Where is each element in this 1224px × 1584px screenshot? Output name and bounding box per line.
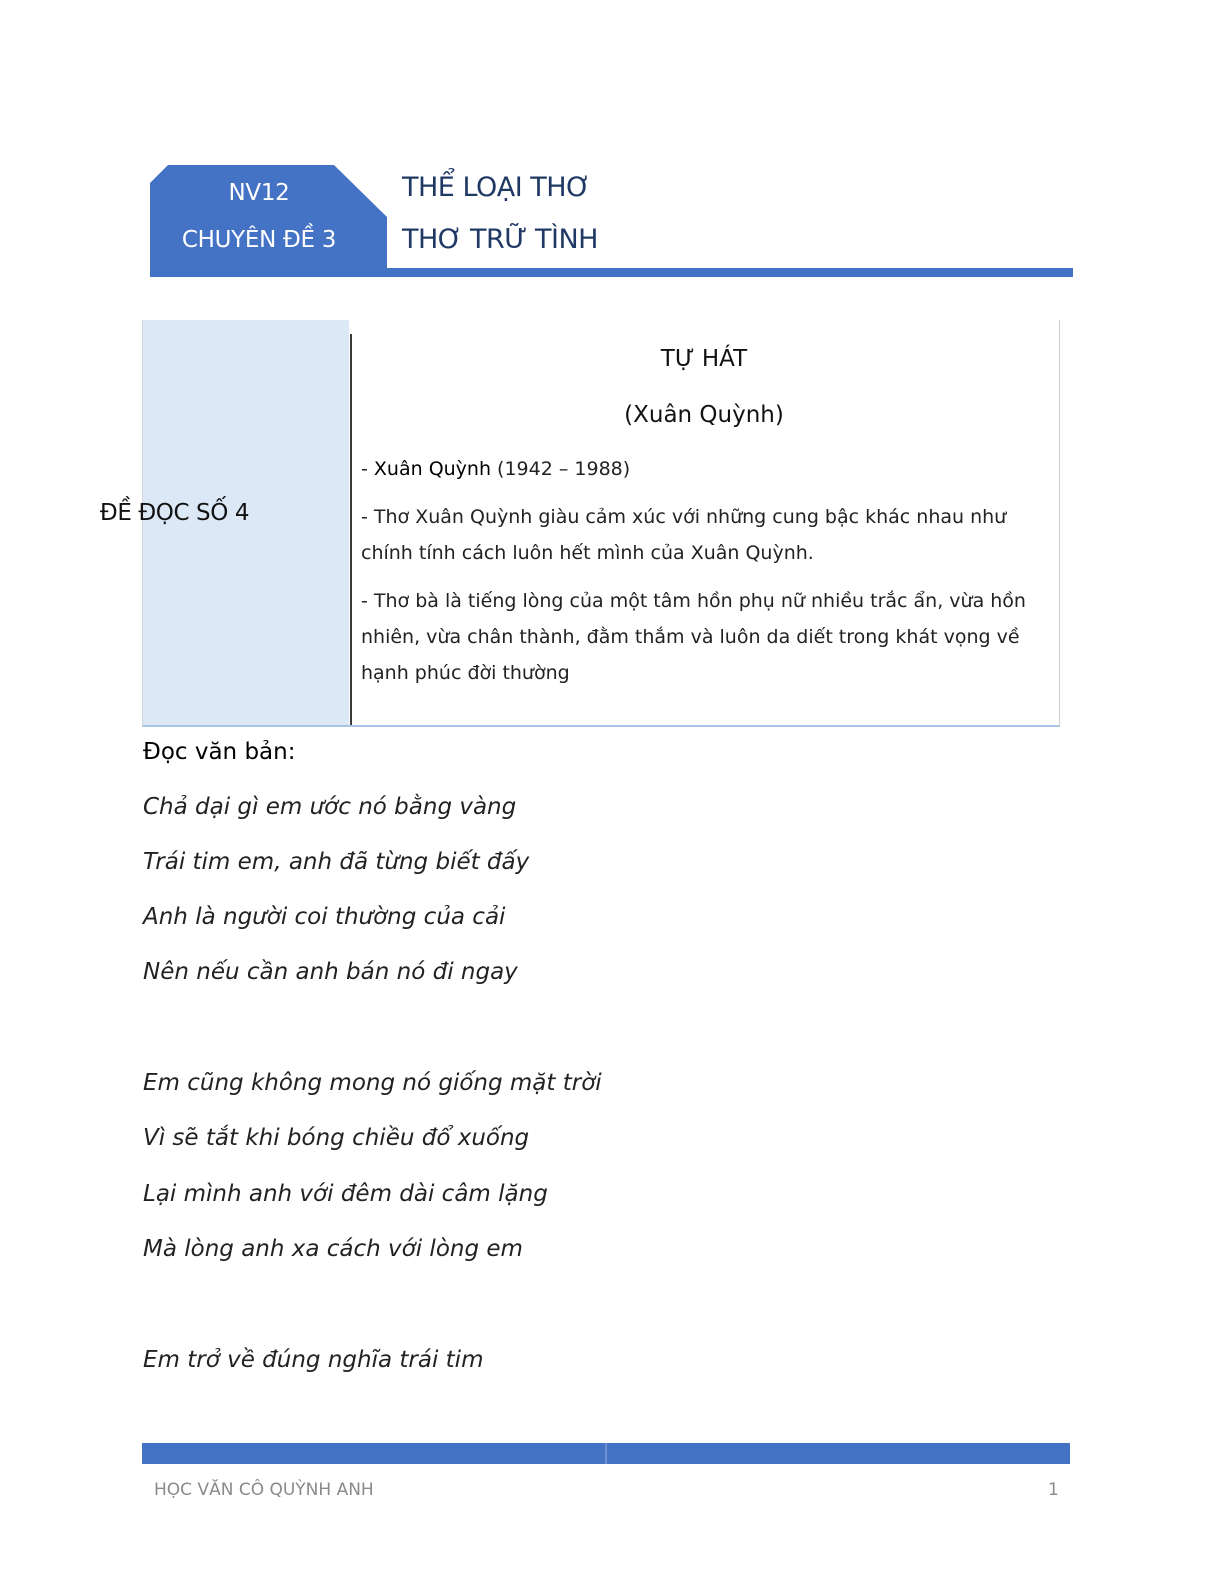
footer-bar-divider: [605, 1443, 607, 1464]
exercise-label: ĐỀ ĐỌC SỐ 4: [99, 500, 250, 526]
poem-line: Anh là người coi thường của cải: [143, 904, 506, 930]
poem-author: (Xuân Quỳnh): [624, 402, 784, 428]
course-code: NV12: [228, 180, 290, 206]
author-years: (1942 – 1988): [491, 458, 631, 480]
poem-title: TỰ HÁT: [660, 346, 748, 372]
info-box-divider: [350, 334, 352, 725]
poem-line: Nên nếu cần anh bán nó đi ngay: [143, 959, 518, 985]
poem-line: Chả dại gì em ước nó bằng vàng: [143, 794, 517, 820]
page-title: THỂ LOẠI THƠ: [402, 172, 591, 203]
poem-line: Mà lòng anh xa cách với lòng em: [143, 1236, 523, 1262]
author-info: [361, 451, 1051, 487]
header-rule: [150, 268, 1073, 277]
author-theme-note: - Thơ bà là tiếng lòng của một tâm hồn phụ nữ nhiều trắc ẩn, vừa hồn nhiên, vừa chân thành, đằm thắm và luôn da diết trong khát vọng về hạnh phúc đời thường: [361, 590, 1026, 684]
author-prefix: -: [361, 458, 374, 480]
poem-line: Em cũng không mong nó giống mặt trời: [143, 1070, 602, 1096]
author-name: Xuân Quỳnh: [373, 458, 492, 480]
author-style-note: - Thơ Xuân Quỳnh giàu cảm xúc với những cung bậc khác nhau như chính tính cách luôn hết mình của Xuân Quỳnh.: [361, 506, 1007, 564]
poem-line: Trái tim em, anh đã từng biết đấy: [143, 849, 530, 875]
page-subtitle: THƠ TRỮ TÌNH: [402, 224, 598, 255]
poem-line: Lại mình anh với đêm dài câm lặng: [143, 1181, 548, 1207]
chapter-label: CHUYÊN ĐỀ 3: [181, 227, 337, 253]
page-number: 1: [1048, 1480, 1059, 1500]
reading-label: Đọc văn bản:: [143, 739, 296, 765]
poem-line: Vì sẽ tắt khi bóng chiều đổ xuống: [143, 1125, 530, 1151]
footer-text: HỌC VĂN CÔ QUỲNH ANH: [154, 1480, 374, 1500]
poem-line: Em trở về đúng nghĩa trái tim: [143, 1347, 484, 1373]
